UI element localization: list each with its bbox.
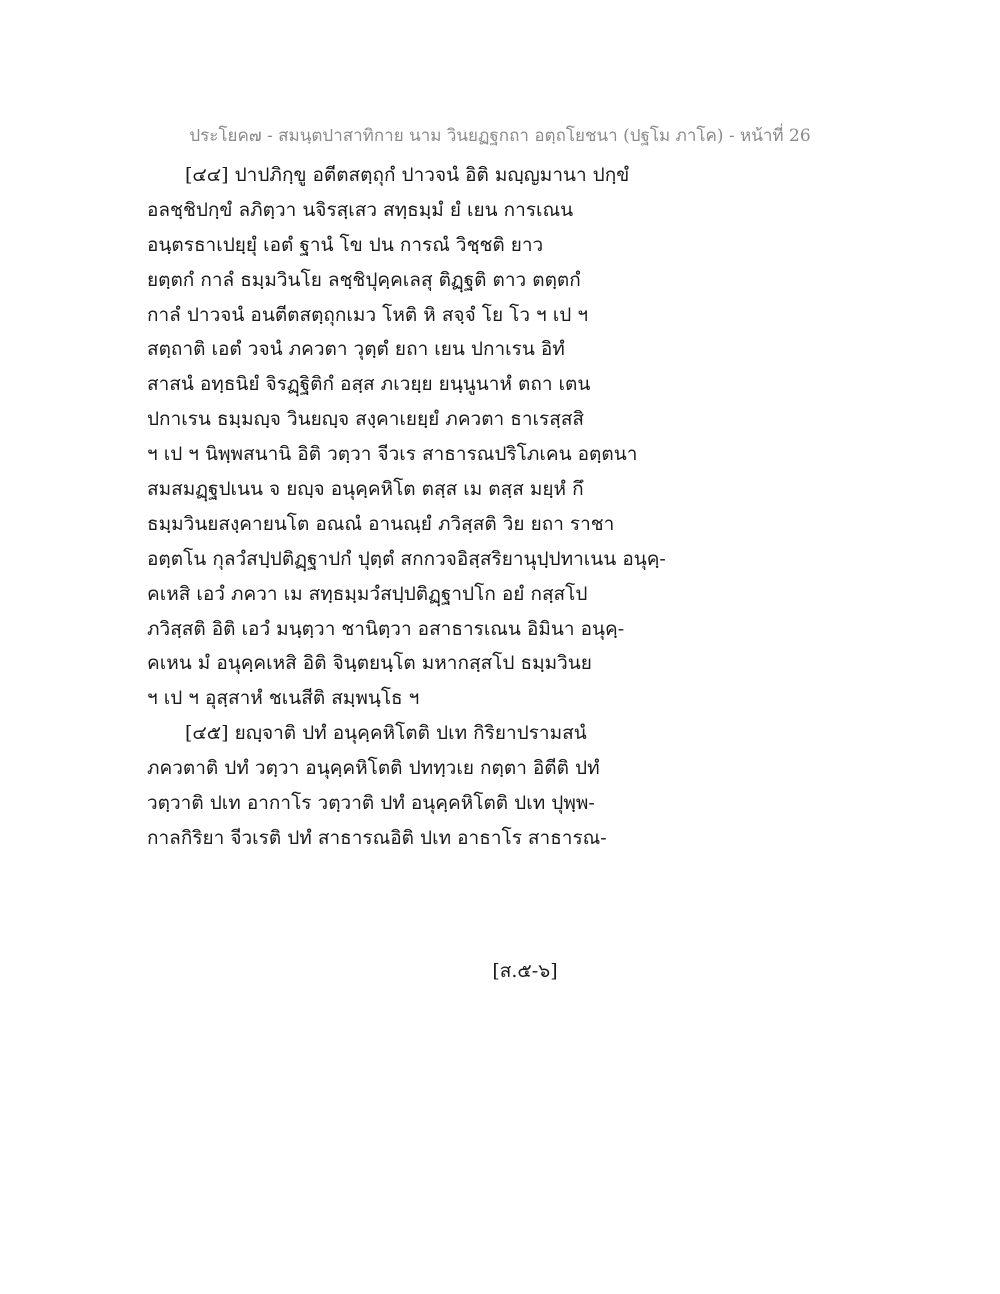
body-text	[147, 158, 847, 856]
text-line: อตฺตโน กุลวํสปฺปติฏฺฐาปกํ ปุตฺตํ สกกวจอิสฺสริยานุปฺปทาเนน อนุคฺ-	[147, 547, 666, 570]
text-line: คเหสิ เอวํ ภควา เม สทฺธมฺมวํสปฺปติฏฺฐาปโก อยํ กสฺสโป	[147, 582, 588, 605]
text-line: อลชฺชิปกฺขํ ลภิตฺวา นจิรสฺเสว สทฺธมฺมํ ยํ เยน การเณน	[147, 198, 574, 221]
text-line: สมสมฏฺฐปเนน จ ยญฺจ อนุคฺคหิโต ตสฺส เม ตสฺส มยฺหํ กึ	[147, 478, 584, 501]
text-line: สาสนํ อทฺธนิยํ จิรฏฺฐิติกํ อสฺส ภเวยฺย ยนฺนูนาหํ ตถา เตน	[147, 373, 591, 396]
text-line: ภวิสฺสติ อิติ เอวํ มนฺตฺวา ชานิตฺวา อสาธารเณน อิมินา อนุคฺ-	[147, 617, 625, 640]
text-line-paragraph-44: [๔๔] ปาปภิกฺขู อตีตสตฺถุกํ ปาวจนํ อิติ มญฺญมานา ปกฺขํ	[185, 164, 630, 186]
text-line: ธมฺมวินยสงฺคายนโต อณณํ อานณฺยํ ภวิสฺสติ วิย ยถา ราชา	[147, 512, 615, 535]
text-line: อนฺตรธาเปยฺยุํ เอตํ ฐานํ โข ปน การณํ วิชฺชติ ยาว	[147, 233, 544, 256]
text-line-paragraph-45: [๔๕] ยญฺจาติ ปทํ อนุคฺคหิโตติ ปเท กิริยาปรามสนํ	[185, 722, 587, 745]
page-reference: [ส.๕-๖]	[492, 960, 558, 982]
text-line: สตฺถาติ เอตํ วจนํ ภควตา วุตฺตํ ยถา เยน ปกาเรน อิทํ	[147, 338, 565, 361]
text-line: คเหน มํ อนุคฺคเหสิ อิติ จินฺตยนฺโต มหากสฺสโป ธมฺมวินย	[147, 652, 592, 675]
text-line: วตฺวาติ ปเท อากาโร วตฺวาติ ปทํ อนุคฺคหิโตติ ปเท ปุพฺพ-	[147, 792, 595, 815]
text-line: กาลํ ปาวจนํ อนตีตสตฺถุกเมว โหติ หิ สจฺจํ โย โว ฯ เป ฯ	[147, 303, 588, 326]
text-line: ฯ เป ฯ อุสฺสาหํ ชเนสีติ สมฺพนฺโธ ฯ	[147, 687, 420, 710]
text-line: ปกาเรน ธมฺมญฺจ วินยญฺจ สงฺคาเยยฺยํ ภควตา ธาเรสฺสสิ	[147, 408, 585, 431]
running-header: ประโยค๗ - สมนฺตปาสาทิกาย นาม วินยฏฐกถา อตฺถโยชนา (ปฐโม ภาโค) - หน้าที่ 26	[189, 126, 811, 146]
text-line: ยตฺตกํ กาลํ ธมฺมวินโย ลชฺชิปุคฺคเลสุ ติฏฺฐติ ตาว ตตฺตกํ	[147, 268, 581, 291]
text-line: กาลกิริยา จีวเรติ ปทํ สาธารณอิติ ปเท อาธาโร สาธารณ-	[147, 826, 607, 849]
text-line: ฯ เป ฯ นิพฺพสนานิ อิติ วตฺวา จีวเร สาธารณปริโภเคน อตฺตนา	[147, 443, 638, 466]
text-line: ภควตาติ ปทํ วตฺวา อนุคฺคหิโตติ ปททฺวเย กตฺตา อิตีติ ปทํ	[147, 757, 600, 780]
